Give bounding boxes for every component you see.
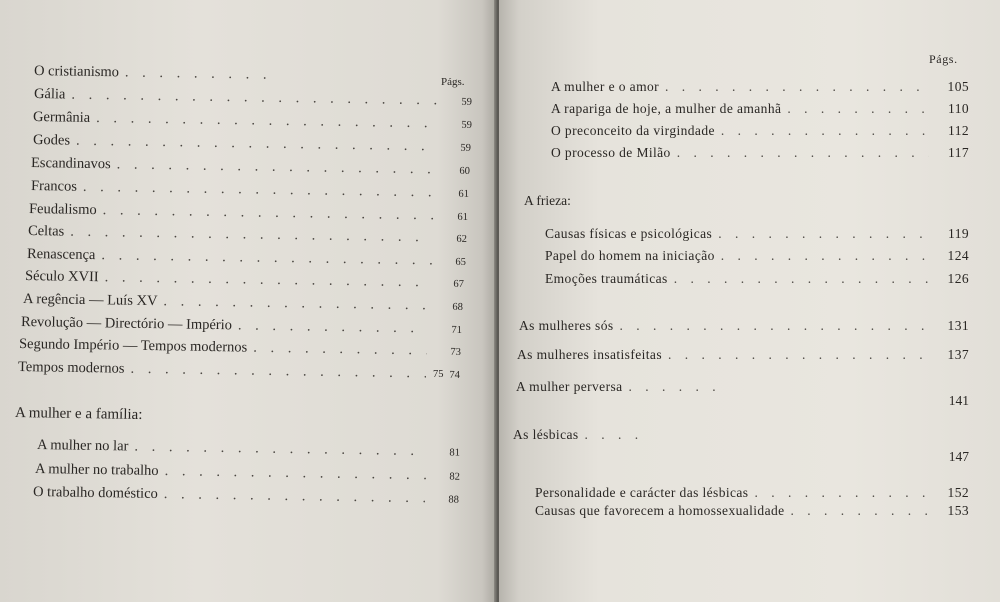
toc-entry-title: Segundo Império — Tempos modernos — [18, 336, 248, 356]
toc-entry-title: Escandinavos — [30, 155, 111, 173]
toc-leader-dots — [101, 247, 432, 269]
section-heading-text: A mulher e a família: — [14, 405, 143, 424]
toc-entry — [34, 63, 274, 84]
toc-entry-page: 59 — [461, 119, 473, 131]
toc-entry-title: Germânia — [32, 109, 91, 126]
toc-entry — [28, 223, 467, 247]
toc-leader-dots — [629, 379, 716, 395]
toc-entry — [33, 484, 459, 508]
toc-entry-title: Papel do homem na iniciação — [545, 248, 715, 263]
toc-entry-title: Renascença — [26, 246, 96, 264]
toc-entry-page: 67 — [453, 278, 465, 290]
toc-entry — [19, 336, 461, 360]
toc-leader-dots — [163, 293, 429, 314]
toc-entry-title: O preconceito da virgindade — [551, 123, 715, 138]
toc-leader-dots — [668, 347, 929, 363]
toc-leader-dots — [665, 79, 929, 95]
toc-entry — [545, 271, 969, 287]
toc-entry — [551, 123, 969, 139]
toc-leader-dots — [787, 101, 929, 117]
toc-entry-page: 117 — [948, 145, 969, 160]
left-page — [0, 0, 497, 602]
pages-column-label: Págs. — [929, 52, 958, 66]
toc-entry — [29, 201, 468, 225]
toc-leader-dots — [117, 156, 436, 178]
toc-entry-page: 141 — [948, 393, 969, 408]
toc-leader-dots — [134, 439, 426, 461]
toc-entry-page: 62 — [456, 233, 468, 245]
section-heading: A frieza: — [524, 193, 571, 208]
toc-leader-dots — [238, 317, 428, 337]
toc-entry — [21, 314, 462, 338]
toc-entry — [31, 178, 469, 202]
toc-entry — [18, 359, 460, 383]
toc-entry-page: 137 — [947, 347, 969, 362]
toc-leader-dots — [791, 503, 929, 519]
toc-entry — [33, 109, 472, 133]
toc-entry-page: 74 — [449, 369, 461, 381]
toc-leader-dots — [677, 145, 929, 161]
toc-entry-page: 82 — [449, 471, 461, 483]
toc-leader-dots — [721, 248, 929, 264]
toc-leader-dots — [76, 133, 437, 156]
toc-entry — [31, 155, 470, 179]
toc-entry-title: As lésbicas — [513, 427, 579, 442]
toc-leader-dots — [585, 427, 643, 443]
toc-entry-page: 124 — [947, 248, 969, 263]
toc-entry-page: 65 — [455, 256, 467, 268]
toc-entry — [517, 347, 969, 363]
toc-entry-page: 61 — [458, 188, 470, 200]
toc-entry-page: 68 — [452, 301, 464, 313]
toc-entry-title: Causas físicas e psicológicas — [545, 226, 713, 241]
toc-entry-page: 112 — [948, 123, 969, 138]
toc-entry-title: A regência — Luís XV — [22, 291, 158, 310]
toc-entry-page: 59 — [460, 142, 472, 154]
toc-entry-page: 126 — [947, 271, 969, 286]
toc-entry — [34, 86, 472, 110]
toc-entry — [516, 379, 716, 395]
toc-entry-title: Século XVII — [24, 268, 99, 286]
right-page — [499, 0, 1000, 602]
toc-leader-dots — [674, 271, 929, 287]
toc-entry-page: 110 — [948, 101, 969, 116]
toc-entry-page: 153 — [947, 503, 969, 518]
toc-entry — [33, 132, 471, 156]
toc-entry-page: 131 — [947, 318, 969, 333]
toc-leader-dots — [620, 318, 930, 334]
toc-leader-dots — [130, 361, 426, 383]
toc-entry-page: 88 — [448, 494, 460, 506]
toc-entry-page: 71 — [451, 324, 463, 336]
toc-entry-page: 105 — [947, 79, 969, 94]
toc-entry — [23, 291, 463, 315]
toc-leader-dots — [83, 179, 435, 202]
toc-leader-dots — [96, 110, 438, 132]
toc-entry-title: Feudalismo — [28, 201, 97, 219]
toc-leader-dots — [105, 269, 431, 291]
toc-entry — [545, 226, 969, 242]
toc-leader-dots — [70, 224, 433, 247]
toc-entry — [27, 246, 466, 270]
toc-entry-title: Godes — [32, 132, 71, 149]
toc-entry-title: Causas que favorecem a homossexualidade — [535, 503, 785, 518]
toc-entry-title: Celtas — [27, 223, 65, 240]
toc-entry-page: 75 — [433, 369, 444, 380]
toc-entry-page: 73 — [450, 346, 462, 358]
toc-leader-dots — [164, 463, 426, 484]
toc-entry-title: Emoções traumáticas — [545, 271, 668, 286]
toc-entry — [535, 503, 969, 519]
toc-entry — [513, 427, 643, 443]
pages-column-label: Págs. — [441, 76, 465, 88]
toc-leader-dots — [253, 340, 427, 360]
toc-entry-title: A mulher no trabalho — [34, 461, 159, 479]
toc-entry — [545, 248, 969, 264]
toc-entry-title: O cristianismo — [33, 63, 120, 81]
toc-entry — [35, 461, 460, 485]
section-heading — [15, 405, 315, 427]
toc-entry-page: 81 — [449, 447, 461, 459]
toc-leader-dots — [164, 486, 425, 507]
toc-leader-dots — [718, 226, 929, 242]
toc-entry-title: A mulher perversa — [516, 379, 623, 394]
toc-entry-title: Revolução — Directório — Império — [20, 314, 233, 334]
toc-entry — [519, 318, 969, 334]
toc-entry-title: O trabalho doméstico — [32, 484, 158, 502]
toc-entry-title: Gália — [33, 86, 66, 103]
toc-entry — [37, 437, 460, 461]
toc-leader-dots — [125, 64, 274, 83]
toc-entry-page: 59 — [461, 96, 473, 108]
toc-entry-title: As mulheres sós — [519, 318, 614, 333]
toc-entry-page: 147 — [948, 449, 969, 464]
toc-entry-title: Personalidade e carácter das lésbicas — [535, 485, 749, 500]
toc-entry-page: 119 — [948, 226, 969, 241]
toc-leader-dots — [754, 485, 929, 501]
toc-entry-title: Tempos modernos — [17, 359, 125, 377]
toc-entry-title: A mulher no lar — [36, 437, 129, 455]
toc-entry-page: 152 — [947, 485, 969, 500]
toc-entry — [25, 268, 464, 292]
toc-entry-title: As mulheres insatisfeitas — [517, 347, 662, 362]
toc-entry-title: A mulher e o amor — [551, 79, 660, 94]
toc-entry-page: 60 — [459, 165, 471, 177]
toc-entry — [551, 145, 969, 161]
toc-leader-dots — [721, 123, 929, 139]
toc-leader-dots — [103, 202, 435, 224]
toc-entry-title: Francos — [30, 178, 78, 195]
toc-leader-dots — [71, 87, 438, 110]
toc-entry-title: A rapariga de hoje, a mulher de amanhã — [551, 101, 782, 116]
toc-entry-page: 61 — [457, 211, 469, 223]
toc-entry — [535, 485, 969, 501]
toc-entry-title: O processo de Milão — [551, 145, 671, 160]
toc-entry — [551, 79, 969, 95]
toc-entry — [551, 101, 969, 117]
